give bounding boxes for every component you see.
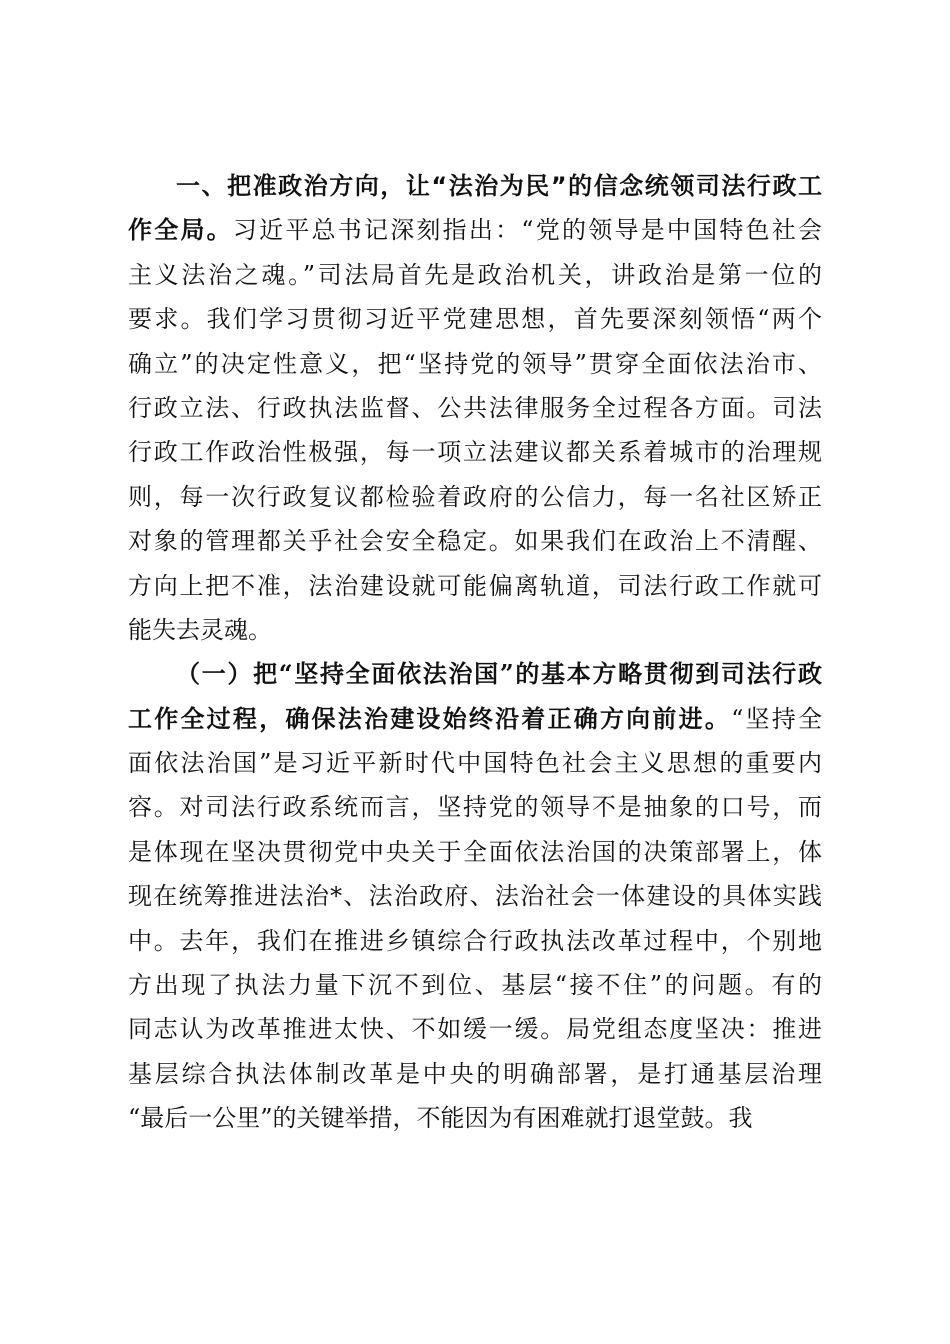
- body-text: 习近平总书记深刻指出：“党的领导是中国特色社会: [232, 216, 822, 245]
- text-line: [128, 208, 822, 252]
- text-line: [128, 386, 822, 430]
- body-text: 同志认为改革推进太快、不如缓一缓。局党组态度坚决：推进: [128, 1015, 822, 1044]
- text-line: [128, 164, 822, 208]
- body-text: 能失去灵魂。: [128, 615, 272, 644]
- body-text: 对象的管理都关乎社会安全稳定。如果我们在政治上不清醒、: [128, 527, 822, 556]
- text-line: [128, 1007, 822, 1051]
- body-text: 容。对司法行政系统而言，坚持党的领导不是抽象的口号，而: [128, 793, 822, 822]
- text-line: [128, 741, 822, 785]
- body-text: 主义法治之魂。”司法局首先是政治机关，讲政治是第一位的: [128, 260, 822, 289]
- body-text: 行政工作政治性极强，每一项立法建议都关系着城市的治理规: [128, 438, 822, 467]
- subheading-text: 工作全过程，确保法治建设始终沿着正确方向前进。: [128, 703, 732, 733]
- text-line: [128, 564, 822, 608]
- text-line: [128, 297, 822, 341]
- body-text: 面依法治国”是习近平新时代中国特色社会主义思想的重要内: [128, 749, 822, 778]
- subheading-text: （一）把“坚持全面依法治国”的基本方略贯彻到司法行政: [176, 659, 822, 689]
- body-text: 是体现在坚决贯彻党中央关于全面依法治国的决策部署上，体: [128, 837, 822, 866]
- text-line: [128, 697, 822, 741]
- subsection-paragraph: [128, 652, 822, 1140]
- text-line: [128, 342, 822, 386]
- section-heading-paragraph: [128, 164, 822, 652]
- text-line: [128, 785, 822, 829]
- text-line: [128, 430, 822, 474]
- document-body: [128, 164, 822, 1141]
- body-text: 方出现了执法力量下沉不到位、基层“接不住”的问题。有的: [128, 971, 822, 1000]
- body-text: 方向上把不准，法治建设就可能偏离轨道，司法行政工作就可: [128, 571, 822, 600]
- heading-text: 一、把准政治方向，让“法治为民”的信念统领司法行政工: [176, 172, 822, 200]
- text-line: [128, 475, 822, 519]
- body-text: 行政立法、行政执法监督、公共法律服务全过程各方面。司法: [128, 393, 822, 422]
- text-line: [128, 963, 822, 1007]
- body-text: 基层综合执法体制改革是中央的明确部署，是打通基层治理: [128, 1059, 822, 1088]
- body-text: 确立”的决定性意义，把“坚持党的领导”贯穿全面依法治市、: [128, 349, 822, 378]
- body-text: “坚持全: [731, 704, 822, 733]
- body-text: 中。去年，我们在推进乡镇综合行政执法改革过程中，个别地: [128, 926, 822, 955]
- text-line: [128, 1052, 822, 1096]
- body-text: 则，每一次行政复议都检验着政府的公信力，每一名社区矫正: [128, 482, 822, 511]
- body-text: 现在统筹推进法治*、法治政府、法治社会一体建设的具体实践: [128, 882, 822, 911]
- heading-text: 作全局。: [128, 216, 233, 245]
- text-line: [128, 919, 822, 963]
- text-line: [128, 830, 822, 874]
- text-line: [128, 608, 822, 652]
- body-text: “最后一公里”的关键举措，不能因为有困难就打退堂鼓。我: [128, 1104, 753, 1133]
- text-line: [128, 1096, 822, 1140]
- text-line: [128, 652, 822, 696]
- text-line: [128, 253, 822, 297]
- body-text: 要求。我们学习贯彻习近平党建思想，首先要深刻领悟“两个: [128, 305, 822, 334]
- text-line: [128, 874, 822, 918]
- text-line: [128, 519, 822, 563]
